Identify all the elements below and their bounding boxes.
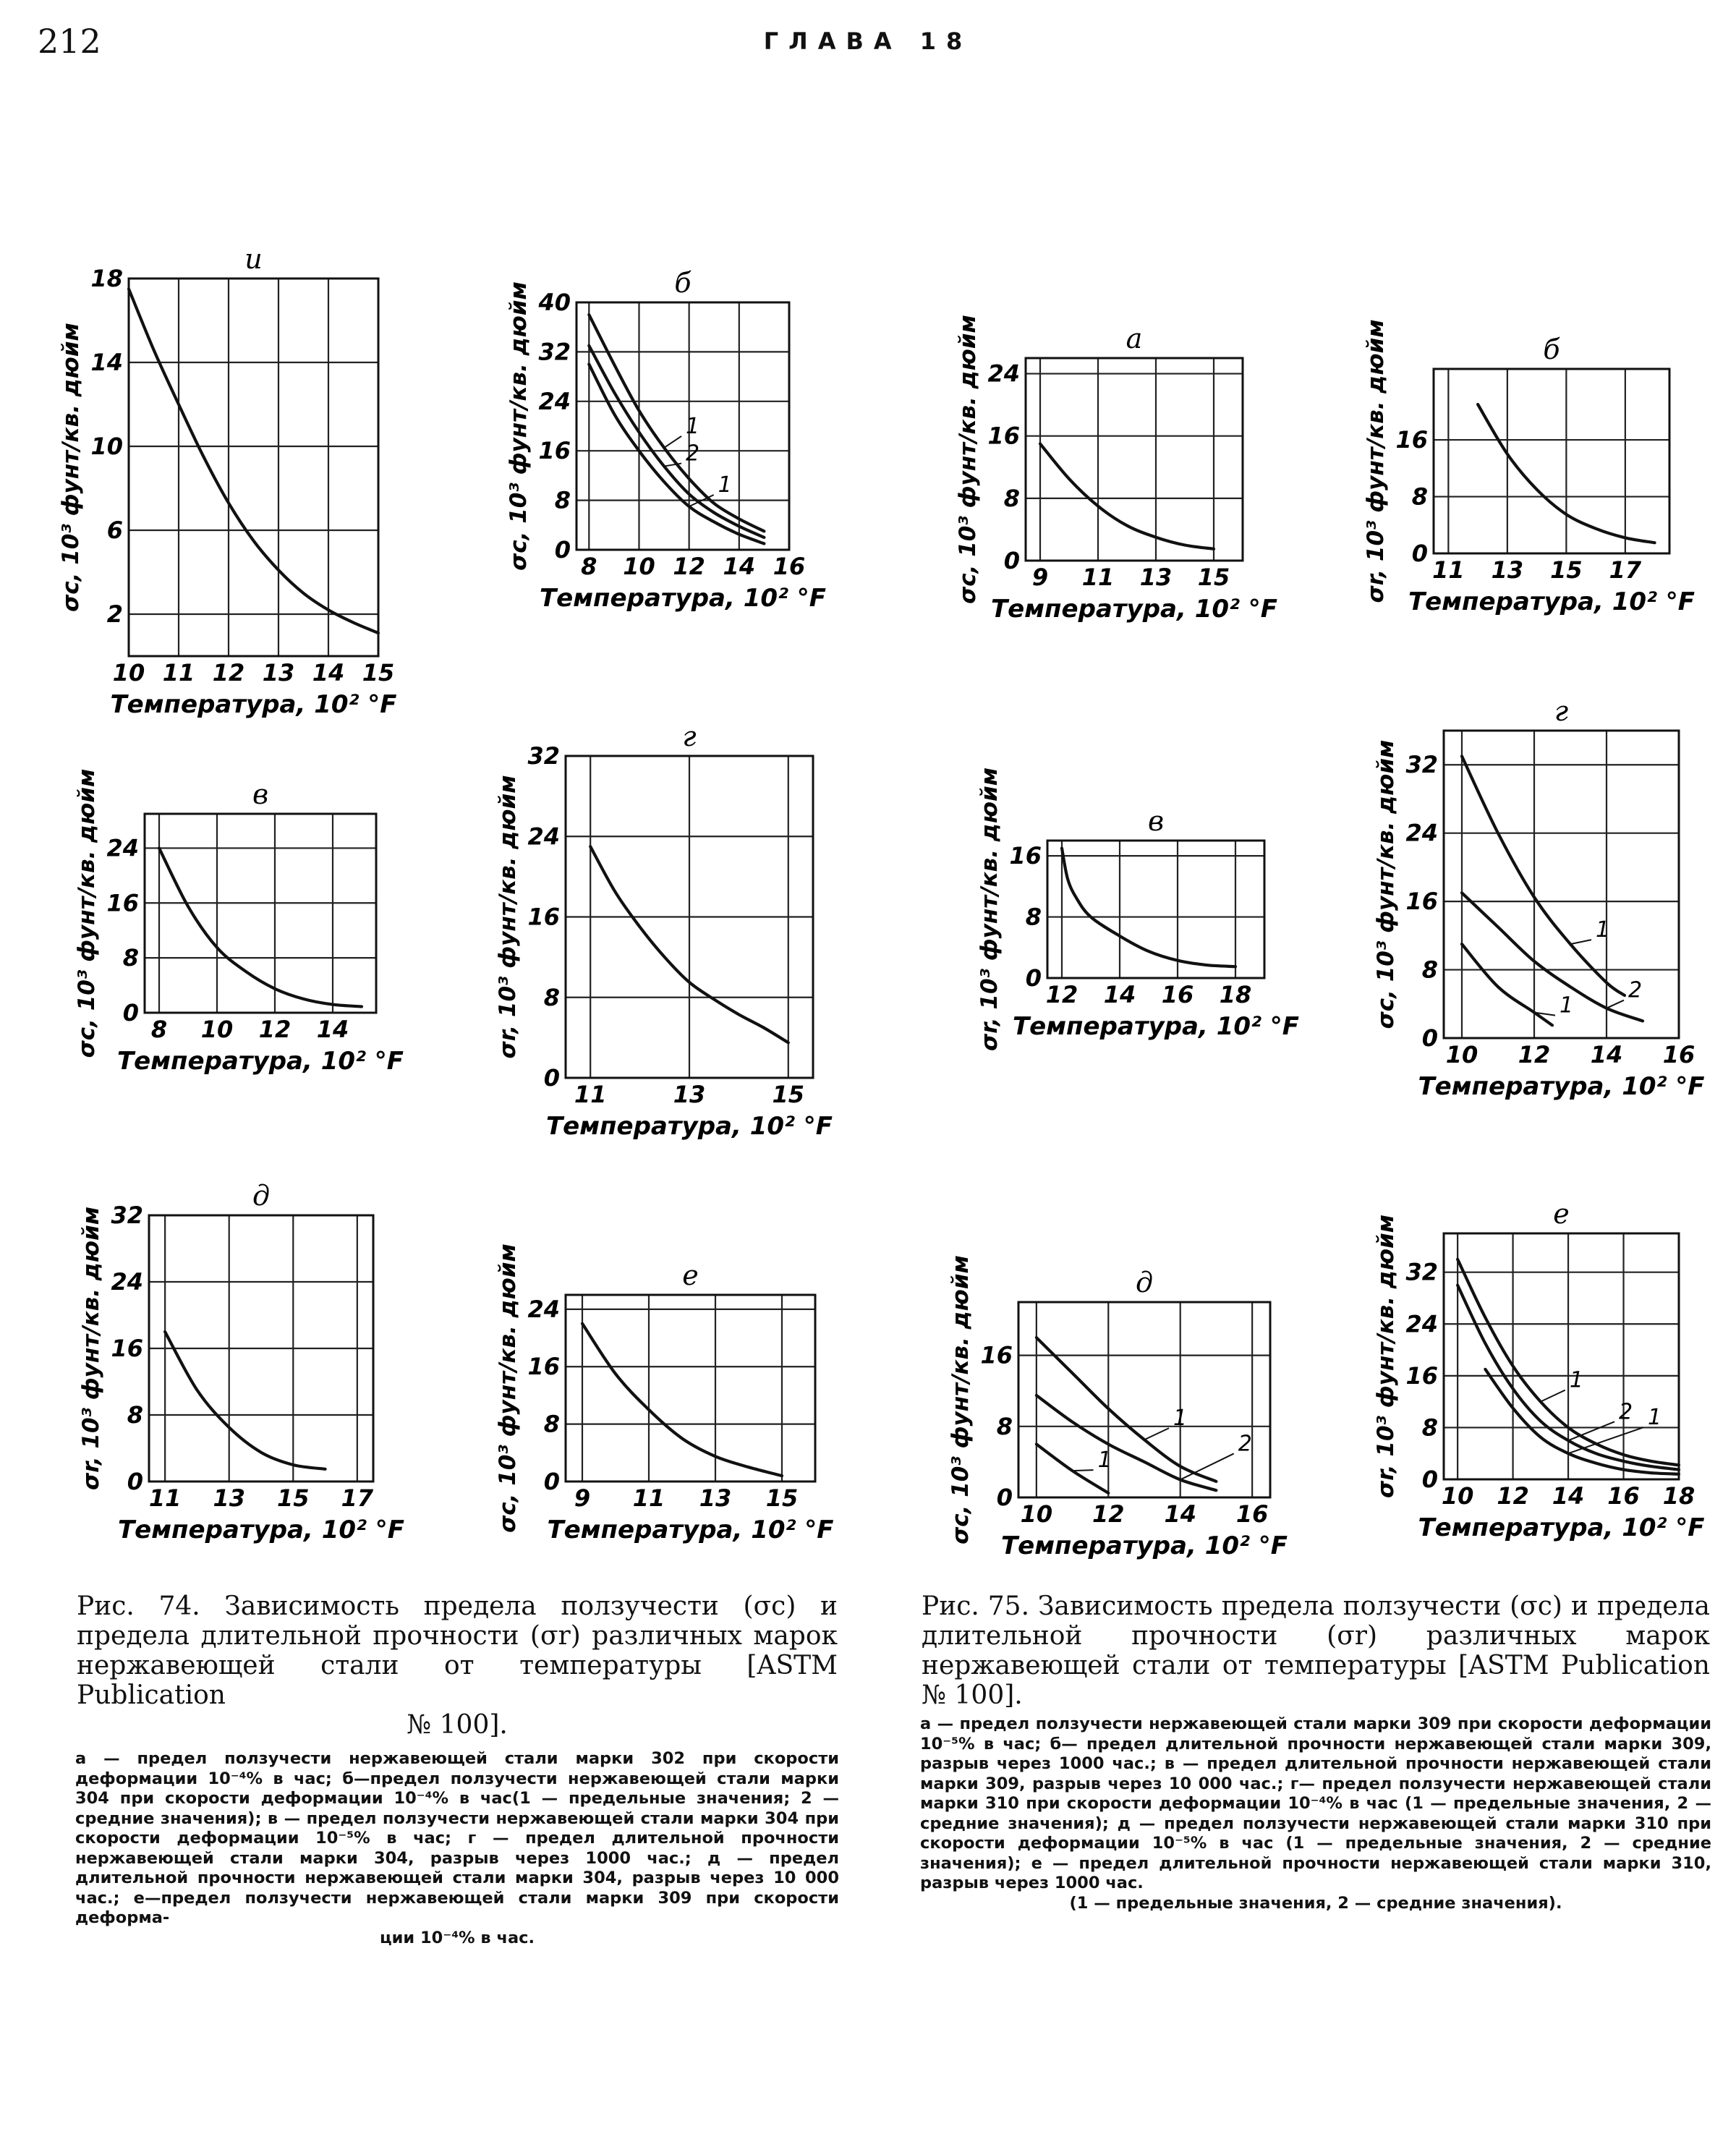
chart-75e-curve-label-leader: [1144, 1428, 1169, 1440]
chart-74c-ylabel: σc, 10³ фунт/кв. дюйм: [74, 768, 100, 1058]
figure-74-legend-text: а — предел ползучести нержавеющей стали марки 302 при скорости деформации 10⁻⁴% в час; б—предел ползучести нержавеющей стали марки 304 при скорости деформации 10⁻⁴% в час(1 — предельные значения; 2 — средние значения); в — предел ползучести нержавеющей стали марки 304 при скорости деформации 10⁻⁵% в час; г — предел длительной прочности нержавеющей стали марки 304, разрыв через 1000 час.; д — предел длительной прочности нержавеющей стали марки 304, разрыв через 10 000 час.; е—предел ползучести нержавеющей стали марки 309 при скорости деформа-: [75, 1749, 839, 1927]
chart-74d-ytick-label: 0: [543, 1064, 560, 1092]
figure-75-legend: [920, 1714, 1711, 1913]
chart-75b-ylabel: σr, 10³ фунт/кв. дюйм: [1363, 319, 1389, 603]
chart-75a-xlabel: Температура, 10² °F: [990, 595, 1278, 624]
chart-75c-xlabel: Температура, 10² °F: [1012, 1012, 1300, 1041]
chart-75e-curve-label-leader: [1180, 1453, 1234, 1479]
chart-74c-xtick-label: 10: [200, 1016, 234, 1043]
chart-75d-panel-letter: г: [1554, 695, 1569, 727]
chart-75d-ytick-label: 8: [1421, 956, 1438, 984]
chart-75a-xtick-label: 11: [1081, 564, 1115, 591]
chart-75d-series-1-line: [1462, 756, 1625, 995]
chart-75e-ylabel: σc, 10³ фунт/кв. дюйм: [948, 1255, 974, 1544]
chart-74f-xtick-label: 13: [699, 1484, 732, 1512]
chart-75d-curve-label-leader: [1570, 940, 1591, 944]
chart-74b-xtick-label: 8: [581, 553, 597, 580]
chart-74b-curve-label: 2: [686, 441, 700, 467]
chart-74a-series-1-line: [129, 289, 378, 634]
chart-74e-series-1-line: [165, 1332, 326, 1469]
chart-75a-xtick-label: 9: [1031, 564, 1049, 591]
chart-74a-frame: [129, 279, 378, 656]
chart-75d-ytick-label: 32: [1405, 751, 1438, 779]
chart-74b-ytick-label: 32: [538, 338, 571, 366]
chart-74c-xtick-label: 14: [316, 1016, 349, 1043]
chart-75f-xtick-label: 12: [1497, 1482, 1529, 1510]
chart-74e-xtick-label: 17: [341, 1484, 374, 1512]
chart-74f-ytick-label: 0: [543, 1468, 560, 1495]
chart-74d-panel-letter: г: [682, 720, 697, 752]
running-title: ГЛАВА 18: [763, 27, 973, 55]
chart-74b-ytick-label: 24: [538, 387, 571, 415]
figure-74-caption-text: Рис. 74. Зависимость предела ползучести (σс) и предела длительной прочности (σr) различных марок нержавеющей стали от температуры [ASTM Publication: [77, 1591, 838, 1710]
chart-75a-xtick-label: 15: [1197, 564, 1230, 591]
chart-74f-ytick-label: 16: [527, 1353, 560, 1381]
chart-74a-ytick-label: 18: [90, 265, 123, 292]
chart-75d-xtick-label: 12: [1518, 1041, 1551, 1068]
chart-74f-series-1-line: [582, 1324, 782, 1476]
chart-74f-xtick-label: 11: [632, 1484, 665, 1512]
chart-74b-ytick-label: 40: [538, 289, 571, 316]
chart-74d-ylabel: σr, 10³ фунт/кв. дюйм: [495, 775, 521, 1059]
chart-74c-ytick-label: 24: [106, 834, 139, 862]
chart-75f-curve-label-leader: [1541, 1390, 1565, 1402]
figure-75-legend-end: (1 — предельные значения, 2 — средние значения).: [1069, 1893, 1562, 1913]
chart-75e-xtick-label: 16: [1235, 1500, 1269, 1528]
chart-75d-ytick-label: 24: [1405, 819, 1438, 847]
chart-75f-xtick-label: 16: [1607, 1482, 1640, 1510]
chart-75d-curve-label: 2: [1628, 977, 1643, 1003]
chart-74a-xtick-label: 12: [212, 659, 245, 686]
chart-74e-ytick-label: 32: [111, 1202, 143, 1229]
chart-75b-ytick-label: 0: [1411, 540, 1428, 567]
chart-75c-ylabel: σr, 10³ фунт/кв. дюйм: [977, 767, 1003, 1052]
chart-74f-ytick-label: 8: [543, 1410, 560, 1438]
chart-75e-xlabel: Температура, 10² °F: [1000, 1531, 1288, 1560]
chart-75b-xtick-label: 11: [1432, 556, 1465, 584]
chart-75d-ytick-label: 0: [1421, 1024, 1438, 1052]
chart-74a-xtick-label: 14: [312, 659, 345, 686]
chart-75f-panel-letter: е: [1553, 1198, 1570, 1230]
chart-74b-series-2-line: [589, 346, 764, 537]
chart-74e-ytick-label: 24: [111, 1268, 143, 1296]
chart-75f-xtick-label: 14: [1552, 1482, 1585, 1510]
chart-74b-curve-label-leader: [664, 436, 681, 448]
chart-74c-series-1-line: [159, 848, 362, 1006]
chart-75e-ytick-label: 0: [996, 1484, 1013, 1511]
chart-74b-panel-letter: б: [674, 267, 692, 299]
chart-74b-series-1-line: [589, 315, 764, 531]
chart-74a-xlabel: Температура, 10² °F: [110, 690, 397, 719]
chart-75f-ylabel: σr, 10³ фунт/кв. дюйм: [1373, 1214, 1399, 1499]
chart-74d-xtick-label: 13: [673, 1081, 706, 1108]
chart-74b-xtick-label: 10: [623, 553, 655, 580]
chart-75a-ytick-label: 16: [987, 422, 1020, 450]
chart-75f-xtick-label: 10: [1441, 1482, 1474, 1510]
chart-75f-ytick-label: 32: [1405, 1258, 1438, 1286]
chart-75d-xtick-label: 16: [1662, 1041, 1695, 1068]
chart-74d-ytick-label: 32: [527, 742, 560, 770]
chart-75b-xtick-label: 15: [1550, 556, 1583, 584]
chart-75c-frame: [1047, 841, 1264, 978]
chart-75f-ytick-label: 8: [1421, 1414, 1438, 1442]
chart-75d-curve-label-leader: [1607, 1000, 1624, 1008]
chart-75c-ytick-label: 16: [1009, 842, 1042, 870]
chart-74c-ytick-label: 0: [122, 999, 139, 1026]
chart-75d-xtick-label: 14: [1590, 1041, 1623, 1068]
chart-74a-ylabel: σc, 10³ фунт/кв. дюйм: [58, 323, 84, 612]
chart-74c-ytick-label: 16: [106, 889, 139, 917]
chart-75b-panel-letter: б: [1543, 333, 1560, 365]
chart-75e-xtick-label: 10: [1020, 1500, 1053, 1528]
chart-74b-ylabel: σc, 10³ фунт/кв. дюйм: [506, 281, 532, 571]
chart-74b-curve-label: 1: [718, 472, 732, 498]
chart-75b-xtick-label: 13: [1491, 556, 1524, 584]
chart-74e-ytick-label: 16: [111, 1335, 143, 1362]
chart-75f-curve-label: 2: [1619, 1399, 1633, 1425]
chart-75d-series-2-line: [1462, 893, 1643, 1021]
chart-74c-xtick-label: 8: [150, 1016, 168, 1043]
chart-74d-xlabel: Температура, 10² °F: [545, 1112, 833, 1141]
chart-74b-xtick-label: 16: [773, 553, 806, 580]
chart-74d-xtick-label: 15: [772, 1081, 805, 1108]
chart-74c-ytick-label: 8: [122, 944, 139, 972]
chart-74f-frame: [566, 1295, 815, 1482]
chart-75c-xtick-label: 12: [1045, 981, 1078, 1008]
chart-74f-xtick-label: 15: [765, 1484, 799, 1512]
chart-75d-frame: [1444, 731, 1679, 1038]
chart-75f-ytick-label: 24: [1405, 1310, 1438, 1338]
chart-74b-xtick-label: 12: [673, 553, 705, 580]
chart-74c-frame: [145, 814, 376, 1013]
chart-75d-ytick-label: 16: [1405, 888, 1438, 916]
figure-74-legend-end: ции 10⁻⁴% в час.: [379, 1928, 535, 1947]
chart-75c-xtick-label: 14: [1103, 981, 1136, 1008]
chart-74b-xtick-label: 14: [723, 553, 756, 580]
chart-74e-ytick-label: 0: [127, 1468, 143, 1495]
chart-75e-ytick-label: 8: [996, 1412, 1013, 1440]
chart-74e-xtick-label: 11: [148, 1484, 182, 1512]
chart-74e-ylabel: σr, 10³ фунт/кв. дюйм: [78, 1206, 104, 1491]
chart-75e-curve-label: 2: [1238, 1431, 1252, 1457]
chart-75f-ytick-label: 16: [1405, 1361, 1438, 1390]
chart-75e-xtick-label: 14: [1164, 1500, 1196, 1528]
figure-75-caption-text: Рис. 75. Зависимость предела ползучести (σс) и предела длительной прочности (σr) различных марок нержавеющей стали от температуры [ASTM Publication № 100].: [922, 1591, 1710, 1710]
chart-74a-panel-letter: и: [244, 243, 263, 275]
chart-74d-xtick-label: 11: [574, 1081, 607, 1108]
chart-74d-ytick-label: 16: [527, 903, 560, 931]
chart-74c-panel-letter: в: [252, 778, 269, 810]
chart-74a-xtick-label: 11: [162, 659, 195, 686]
figure-74-caption: [77, 1591, 838, 1740]
chart-75a-panel-letter: а: [1126, 323, 1143, 354]
chart-75f-curve-label: 1: [1648, 1405, 1662, 1431]
chart-74d-ytick-label: 8: [543, 983, 560, 1011]
chart-75a-ytick-label: 0: [1003, 547, 1020, 574]
chart-75a-series-1-line: [1040, 444, 1214, 549]
chart-75e-curve-label: 1: [1173, 1406, 1188, 1432]
chart-74e-xlabel: Температура, 10² °F: [117, 1516, 405, 1544]
chart-75b-xtick-label: 17: [1609, 556, 1642, 584]
chart-75e-frame: [1018, 1302, 1270, 1497]
chart-75e-curve-label-leader: [1073, 1470, 1094, 1471]
chart-74a-ytick-label: 2: [106, 600, 123, 628]
chart-75e-series-1-line: [1037, 1338, 1217, 1482]
figure-75-caption: [922, 1591, 1710, 1710]
chart-75c-xtick-label: 16: [1161, 981, 1194, 1008]
chart-74f-xtick-label: 9: [574, 1484, 591, 1512]
chart-75f-xlabel: Температура, 10² °F: [1418, 1513, 1705, 1542]
chart-74b-ytick-label: 8: [554, 486, 571, 514]
chart-75f-curve-label: 1: [1569, 1367, 1583, 1393]
chart-75f-ytick-label: 0: [1421, 1466, 1438, 1493]
chart-75a-ytick-label: 8: [1003, 484, 1020, 512]
chart-74f-panel-letter: е: [682, 1259, 699, 1291]
chart-75f-xtick-label: 18: [1662, 1482, 1695, 1510]
chart-75b-ytick-label: 8: [1411, 483, 1428, 511]
chart-74a-xtick-label: 13: [262, 659, 295, 686]
chart-75c-series-1-line: [1062, 849, 1235, 967]
figure-74-caption-end: № 100].: [407, 1710, 508, 1740]
chart-75b-ytick-label: 16: [1395, 426, 1428, 454]
chart-75b-xlabel: Температура, 10² °F: [1408, 587, 1695, 616]
chart-75a-ytick-label: 24: [987, 360, 1020, 388]
chart-75d-xlabel: Температура, 10² °F: [1418, 1072, 1705, 1101]
chart-75a-xtick-label: 13: [1139, 564, 1173, 591]
chart-74b-ytick-label: 0: [554, 536, 571, 564]
chart-75d-curve-label: 1: [1560, 992, 1574, 1019]
chart-74f-xlabel: Температура, 10² °F: [547, 1516, 834, 1544]
chart-75e-curve-label: 1: [1097, 1448, 1112, 1474]
chart-74d-ytick-label: 24: [527, 822, 560, 851]
chart-74f-ylabel: σc, 10³ фунт/кв. дюйм: [495, 1244, 521, 1533]
chart-74a-xtick-label: 15: [362, 659, 395, 686]
chart-74e-xtick-label: 15: [277, 1484, 310, 1512]
chart-74f-ytick-label: 24: [527, 1295, 560, 1323]
chart-75c-ytick-label: 0: [1025, 964, 1042, 992]
chart-74b-curve-label: 1: [686, 413, 700, 439]
chart-75f-frame: [1444, 1233, 1679, 1479]
figure-74-legend: [75, 1749, 839, 1948]
chart-75b-frame: [1434, 369, 1669, 553]
chart-74a-ytick-label: 14: [90, 349, 123, 376]
chart-75d-curve-label: 1: [1596, 917, 1610, 943]
chart-74b-xlabel: Температура, 10² °F: [539, 584, 827, 613]
chart-75c-xtick-label: 18: [1219, 981, 1252, 1008]
chart-74e-ytick-label: 8: [127, 1401, 143, 1429]
page-number: 212: [38, 22, 101, 61]
chart-74b-ytick-label: 16: [538, 437, 571, 465]
chart-74c-xlabel: Температура, 10² °F: [116, 1047, 404, 1076]
chart-75a-ylabel: σc, 10³ фунт/кв. дюйм: [955, 315, 981, 604]
chart-75d-xtick-label: 10: [1445, 1041, 1478, 1068]
chart-74a-xtick-label: 10: [112, 659, 145, 686]
chart-75e-panel-letter: д: [1135, 1267, 1154, 1298]
chart-75c-ytick-label: 8: [1025, 903, 1042, 931]
chart-74a-ytick-label: 10: [90, 433, 123, 460]
chart-75e-ytick-label: 16: [980, 1341, 1013, 1369]
chart-74e-xtick-label: 13: [213, 1484, 245, 1512]
chart-74b-frame: [576, 302, 789, 550]
chart-75d-ylabel: σc, 10³ фунт/кв. дюйм: [1373, 739, 1399, 1029]
chart-74e-panel-letter: д: [252, 1180, 271, 1212]
chart-75c-panel-letter: в: [1147, 805, 1165, 837]
figure-75-legend-text: а — предел ползучести нержавеющей стали марки 309 при скорости деформации 10⁻⁵% в час; б— предел длительной прочности нержавеющей стали марки 309, разрыв через 1000 час.; в — предел длительной прочности нержавеющей стали марки 309, разрыв через 10 000 час.; г— предел ползучести нержавеющей стали марки 310 при скорости деформации 10⁻⁴% в час (1 — предельные значения, 2 — средние значения); д — предел ползучести нержавеющей стали марки 310 при скорости деформации 10⁻⁵% в час (1 — предельные значения, 2 — средние значения); е — предел длительной прочности нержавеющей стали марки 310, разрыв через 1000 час.: [920, 1714, 1711, 1892]
chart-74a-ytick-label: 6: [106, 517, 123, 544]
chart-75e-xtick-label: 12: [1092, 1500, 1125, 1528]
chart-74c-xtick-label: 12: [258, 1016, 292, 1043]
